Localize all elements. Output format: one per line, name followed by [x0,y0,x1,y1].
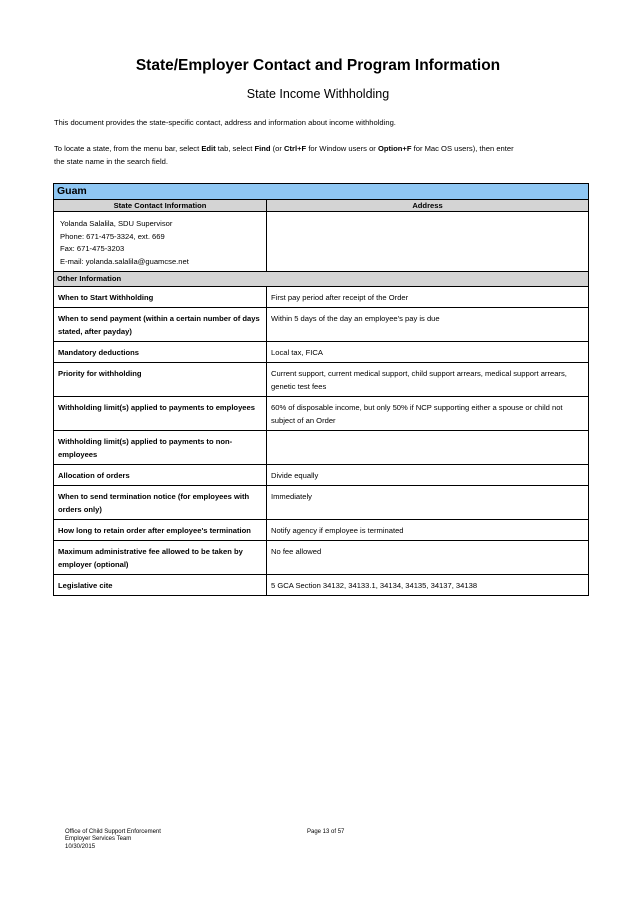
intro-text: To locate a state, from the menu bar, select [54,144,202,153]
row-value: Within 5 days of the day an employee's pay is due [267,308,589,342]
other-info-header: Other Information [54,272,589,287]
row-label: When to send payment (within a certain number of days stated, after payday) [54,308,267,342]
row-label: When to Start Withholding [54,287,267,308]
address-column-header: Address [267,200,589,212]
intro-text: for Window users or [306,144,378,153]
contact-phone: Phone: 671-475-3324, ext. 669 [60,231,165,241]
row-label: Mandatory deductions [54,342,267,363]
row-value: Current support, current medical support, child support arrears, medical support arrears, genetic test fees [267,363,589,397]
row-value: Immediately [267,486,589,520]
table-row [54,520,589,541]
address-cell [267,212,589,272]
row-label: Withholding limit(s) applied to payments to employees [54,397,267,431]
footer-info [65,829,161,851]
row-value: No fee allowed [267,541,589,575]
intro-text: (or [270,144,285,153]
table-row [54,486,589,520]
footer-office: Office of Child Support Enforcement [65,829,161,835]
intro-paragraph-2 [54,142,584,168]
intro-paragraph-1: This document provides the state-specific contact, address and information about income withholding. [54,118,396,127]
other-info-header-row [54,272,589,287]
row-value: Local tax, FICA [267,342,589,363]
table-row [54,342,589,363]
row-value: 60% of disposable income, but only 50% if NCP supporting either a spouse or child not subject of an Order [267,397,589,431]
footer-team: Employer Services Team [65,836,132,843]
ctrl-f-keyword: Ctrl+F [284,144,307,153]
table-row [54,575,589,596]
row-value [267,431,589,465]
contact-column-header: State Contact Information [54,200,267,212]
state-header-row [54,184,589,200]
row-label: When to send termination notice (for employees with orders only) [54,486,267,520]
table-row [54,465,589,486]
table-row [54,363,589,397]
state-info-table [53,183,589,596]
table-row [54,541,589,575]
row-value: Divide equally [267,465,589,486]
contact-cell [54,212,267,272]
row-label: Legislative cite [54,575,267,596]
row-label: Allocation of orders [54,465,267,486]
row-value: First pay period after receipt of the Order [267,287,589,308]
row-label: Withholding limit(s) applied to payments to non-employees [54,431,267,465]
footer-date: 10/30/2015 [65,843,96,850]
column-header-row [54,200,589,212]
page-subtitle: State Income Withholding [246,87,390,101]
find-keyword: Find [254,144,271,153]
option-f-keyword: Option+F [377,144,412,153]
row-label: Priority for withholding [54,363,267,397]
page-title: State/Employer Contact and Program Information [135,57,501,74]
table-row [54,308,589,342]
intro-text: for Mac OS users), then enter [411,144,514,153]
table-row [54,431,589,465]
row-value: 5 GCA Section 34132, 34133.1, 34134, 34135, 34137, 34138 [267,575,589,596]
row-label: Maximum administrative fee allowed to be taken by employer (optional) [54,541,267,575]
contact-name: Yolanda Salalila, SDU Supervisor [60,219,173,228]
edit-keyword: Edit [201,144,216,153]
table-row [54,287,589,308]
contact-fax: Fax: 671-475-3203 [60,244,125,254]
contact-email: E-mail: yolanda.salalila@guamcse.net [60,256,189,266]
intro-text: the state name in the search field. [54,157,168,166]
page-number: Page 13 of 57 [307,829,345,835]
state-name: Guam [54,184,589,200]
row-label: How long to retain order after employee's termination [54,520,267,541]
contact-row [54,212,589,272]
table-row [54,397,589,431]
row-value: Notify agency if employee is terminated [267,520,589,541]
intro-text: tab, select [215,144,255,153]
